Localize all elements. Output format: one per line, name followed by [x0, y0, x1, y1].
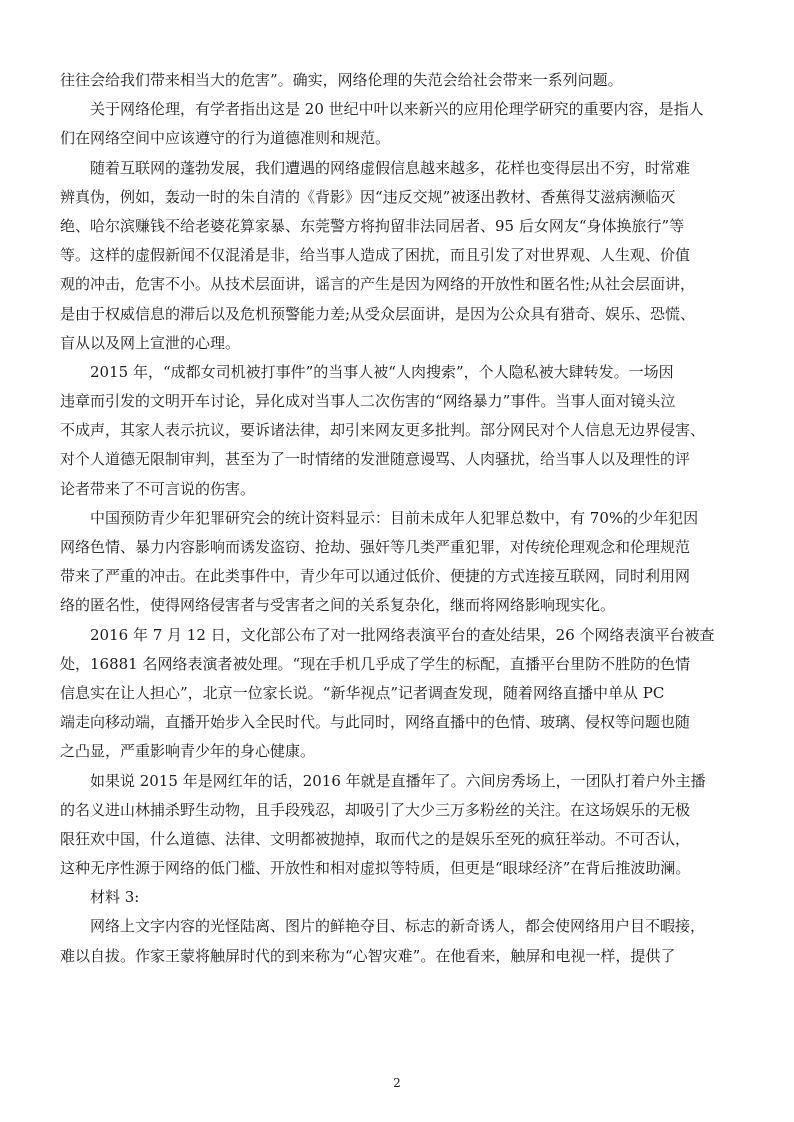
text-line: 网络上文字内容的光怪陆离、图片的鲜艳夺目、标志的新奇诱人，都会使网络用户目不暇接， — [90, 917, 706, 936]
text-line: 违章而引发的文明开车讨论，异化成对当事人二次伤害的“网络暴力”事件。当事人面对镜头泣 — [60, 392, 676, 411]
text-line: 盲从以及网上宣泄的心理。 — [60, 333, 241, 352]
text-line: 之凸显，严重影响青少年的身心健康。 — [60, 742, 316, 761]
text-line: 等。这样的虚假新闻不仅混淆是非，给当事人造成了困扰，而且引发了对世界观、人生观、价值 — [60, 246, 691, 265]
text-line: 带来了严重的冲击。在此类事件中，青少年可以通过低价、便捷的方式连接互联网，同时利用网 — [60, 567, 691, 586]
text-line: 难以自拔。作家王蒙将触屏时代的到来称为“心智灾难”。在他看来，触屏和电视一样，提供了 — [60, 946, 676, 965]
text-line: 中国预防青少年犯罪研究会的统计资料显示：目前未成年人犯罪总数中，有 70%的少年犯因 — [90, 508, 699, 527]
text-line: 如果说 2015 年是网红年的话，2016 年就是直播年了。六间房秀场上，一团队打着户外主播 — [90, 771, 706, 790]
text-line: 处，16881 名网络表演者被处理。“现在手机几乎成了学生的标配，直播平台里防不胜防的色情 — [60, 654, 691, 673]
text-line: 端走向移动端，直播开始步入全民时代。与此同时，网络直播中的色情、玻璃、侵权等问题也随 — [60, 713, 691, 732]
text-line: 辨真伪，例如，轰动一时的朱自清的《背影》因“违反交规”被逐出教材、香蕉得艾滋病濒临灭 — [60, 187, 676, 206]
body-text — [60, 66, 715, 971]
text-line: 2016 年 7 月 12 日，文化部公布了对一批网络表演平台的查处结果，26 个网络表演平台被查 — [90, 625, 715, 644]
text-line: 的名义进山林捕杀野生动物，且手段残忍，却吸引了大少三万多粉丝的关注。在这场娱乐的无极 — [60, 800, 691, 819]
text-line: 随着互联网的蓬勃发展，我们遭遇的网络虚假信息越来越多，花样也变得层出不穷，时常难 — [90, 158, 691, 177]
text-line: 限狂欢中国，什么道德、法律、文明都被抛掉，取而代之的是娱乐至死的疯狂举动。不可否认， — [60, 829, 691, 848]
text-line: 对个人道德无限制审判，甚至为了一时情绪的发泄随意谩骂、人肉骚扰，给当事人以及理性的评 — [60, 450, 691, 469]
text-line: 论者带来了不可言说的伤害。 — [60, 479, 256, 498]
text-line: 观的冲击，危害不小。从技术层面讲，谣言的产生是因为网络的开放性和匿名性;从社会层面讲， — [60, 275, 696, 294]
text-line: 材料 3: — [90, 888, 140, 907]
text-line: 网络色情、暴力内容影响而诱发盗窃、抢劫、强奸等几类严重犯罪，对传统伦理观念和伦理规范 — [60, 538, 691, 556]
text-line: 信息实在让人担心”，北京一位家长说。“新华视点”记者调查发现，随着网络直播中单从 PC — [60, 683, 665, 702]
text-line: 绝、哈尔滨赚钱不给老婆花算家暴、东莞警方将拘留非法同居者、95 后女网友“身体换旅行”等 — [60, 216, 685, 235]
text-line: 关于网络伦理，有学者指出这是 20 世纪中叶以来新兴的应用伦理学研究的重要内容，是指人 — [90, 100, 704, 119]
text-line: 往往会给我们带来相当大的危害”。确实，网络伦理的失范会给社会带来一系列问题。 — [60, 71, 623, 89]
text-line: 络的匿名性，使得网络侵害者与受害者之间的关系复杂化，继而将网络影响现实化。 — [60, 596, 616, 615]
text-line: 们在网络空间中应该遵守的行为道德准则和规范。 — [60, 129, 391, 148]
text-line: 2015 年，“成都女司机被打事件”的当事人被“人肉搜索”，个人隐私被大肆转发。一场因 — [90, 362, 674, 381]
page-number: 2 — [393, 1076, 401, 1090]
text-line: 这种无序性源于网络的低门槛、开放性和相对虚拟等特质，但更是“眼球经济”在背后推波助澜。 — [60, 859, 691, 878]
text-line: 是由于权威信息的滞后以及危机预警能力差;从受众层面讲，是因为公众具有猎奇、娱乐、恐慌、 — [60, 304, 696, 323]
text-line: 不成声，其家人表示抗议，要诉诸法律，却引来网友更多批判。部分网民对个人信息无边界侵害、 — [60, 421, 706, 440]
